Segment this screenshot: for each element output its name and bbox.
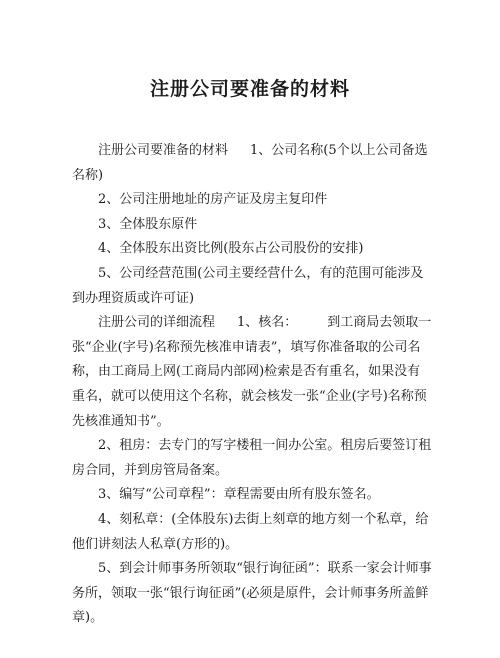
paragraph-lead: 注册公司要准备的材料: [98, 143, 229, 158]
paragraph-item-2: 2、公司注册地址的房产证及房主复印件: [98, 192, 328, 208]
document-body: [72, 139, 432, 631]
paragraph-text: 到工商局去领取一张“企业(字号)名称预先核准申请表”，填写你准备取的公司名称，由工商局上网(工商局内部网)检索是否有重名，如果没有重名，就可以使用这个名称，就会核发一张“企业(字号)名称预先核准通知书”。: [72, 315, 432, 429]
paragraph-materials-intro: [72, 139, 432, 188]
paragraph-step-5: 5、到会计师事务所领取“银行询征函”：联系一家会计师事务所，领取一张“银行询征函”(必须是原件，会计师事务所盖鲜章)。: [72, 561, 432, 626]
paragraph-text: 1、公司名称(5个以上公司备选名称): [72, 143, 428, 183]
document-title: 注册公司要准备的材料: [149, 78, 350, 100]
paragraph-step-4: 4、刻私章：(全体股东)去街上刻章的地方刻一个私章，给他们讲刻法人私章(方形的)。: [72, 511, 429, 552]
paragraph-item-3: 3、全体股东原件: [98, 216, 198, 232]
paragraph-step-2: 2、租房：去专门的写字楼租一间办公室。租房后要签订租房合同，并到房管局备案。: [72, 438, 432, 478]
paragraph-lead: 注册公司的详细流程: [98, 315, 216, 331]
paragraph-item-4: 4、全体股东出资比例(股东占公司股份的安排): [98, 241, 364, 257]
paragraph-step-label: 1、核名：: [237, 315, 298, 331]
paragraph-step-3: 3、编写“公司章程”：章程需要由所有股东签名。: [98, 487, 380, 503]
paragraph-process-intro: [72, 311, 432, 434]
paragraph-item-5: 5、公司经营范围(公司主要经营什么，有的范围可能涉及到办理资质或许可证): [72, 265, 424, 306]
